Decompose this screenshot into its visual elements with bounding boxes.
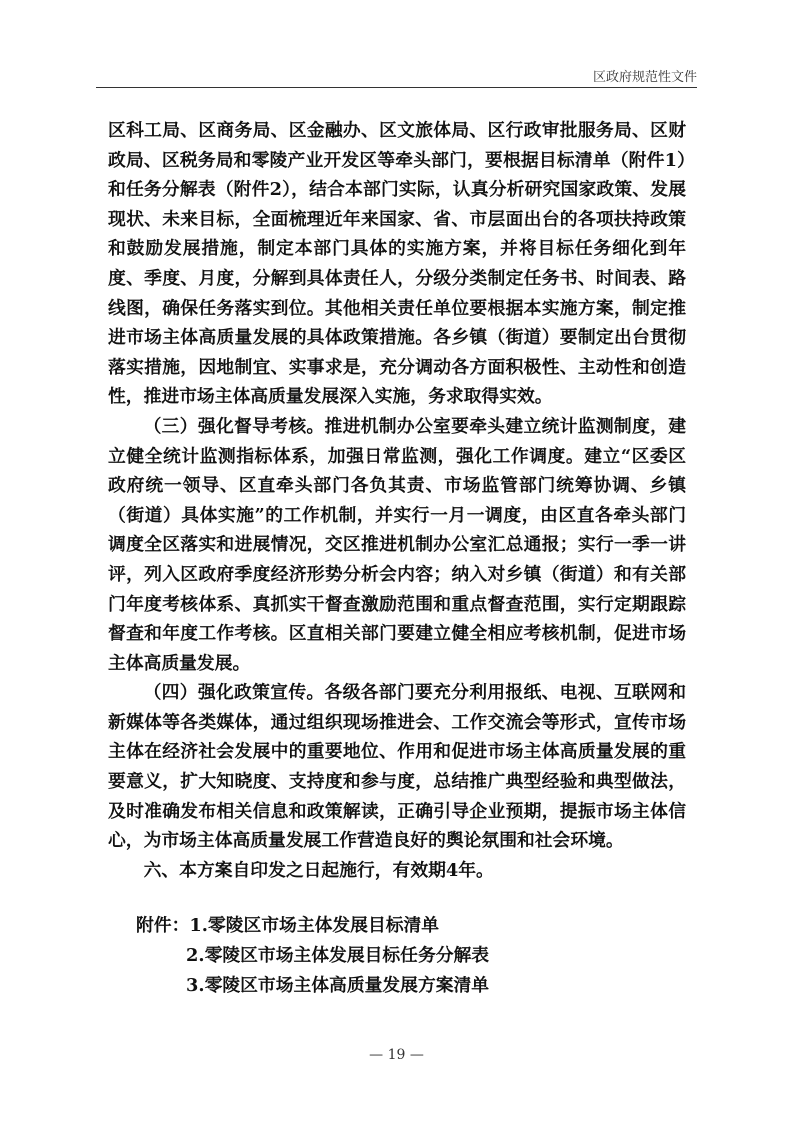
attachments-label: 附件： [136,915,190,937]
attachment-item-3: 3.零陵区市场主体高质量发展方案清单 [186,974,490,996]
paragraph-publicity: （四）强化政策宣传。各级各部门要充分利用报纸、电视、互联网和新媒体等各类媒体，通过组织现场推进会、工作交流会等形式，宣传市场主体在经济社会发展中的重要地位、作用和促进市场主体高质量发展的重要意义，扩大知晓度、支持度和参与度，总结推广典型经验和典型做法，及时准确发布相关信息和政策解读，正确引导企业预期，提振市场主体信心，为市场主体高质量发展工作营造良好的舆论氛围和社会环境。 [108,682,686,852]
paragraph-continued: 区科工局、区商务局、区金融办、区文旅体局、区行政审批服务局、区财政局、区税务局和零陵产业开发区等牵头部门，要根据目标清单（附件1）和任务分解表（附件2），结合本部门实际，认真分析研究国家政策、发展现状、未来目标，全面梳理近年来国家、省、市层面出台的各项扶持政策和鼓励发展措施，制定本部门具体的实施方案，并将目标任务细化到年度、季度、月度，分解到具体责任人，分级分类制定任务书、时间表、路线图，确保任务落实到位。其他相关责任单位要根据本实施方案，制定推进市场主体高质量发展的具体政策措施。各乡镇（街道）要制定出台贯彻落实措施，因地制宜、实事求是，充分调动各方面积极性、主动性和创造性，推进市场主体高质量发展深入实施，务求取得实效。 [108,120,686,408]
attachment-item-2: 2.零陵区市场主体发展目标任务分解表 [186,945,490,967]
attachments-list [108,911,686,1000]
header-divider [96,87,697,88]
document-body [108,116,686,1000]
header-title: 区政府规范性文件 [592,70,697,85]
paragraph-effective-date: 六、本方案自印发之日起施行，有效期4年。 [143,859,494,881]
attachment-item-1: 附件：1.零陵区市场主体发展目标清单 [136,915,440,937]
page-number: — 19 — [369,1047,424,1063]
paragraph-supervision: （三）强化督导考核。推进机制办公室要牵头建立统计监测制度，建立健全统计监测指标体系，加强日常监测，强化工作调度。建立“区委区政府统一领导、区直牵头部门各负其责、市场监管部门统筹协调、乡镇（街道）具体实施”的工作机制，并实行一月一调度，由区直各牵头部门调度全区落实和进展情况，交区推进机制办公室汇总通报；实行一季一讲评，列入区政府季度经济形势分析会内容；纳入对乡镇（街道）和有关部门年度考核体系、真抓实干督查激励范围和重点督查范围，实行定期跟踪督查和年度工作考核。区直相关部门要建立健全相应考核机制，促进市场主体高质量发展。 [108,415,686,674]
